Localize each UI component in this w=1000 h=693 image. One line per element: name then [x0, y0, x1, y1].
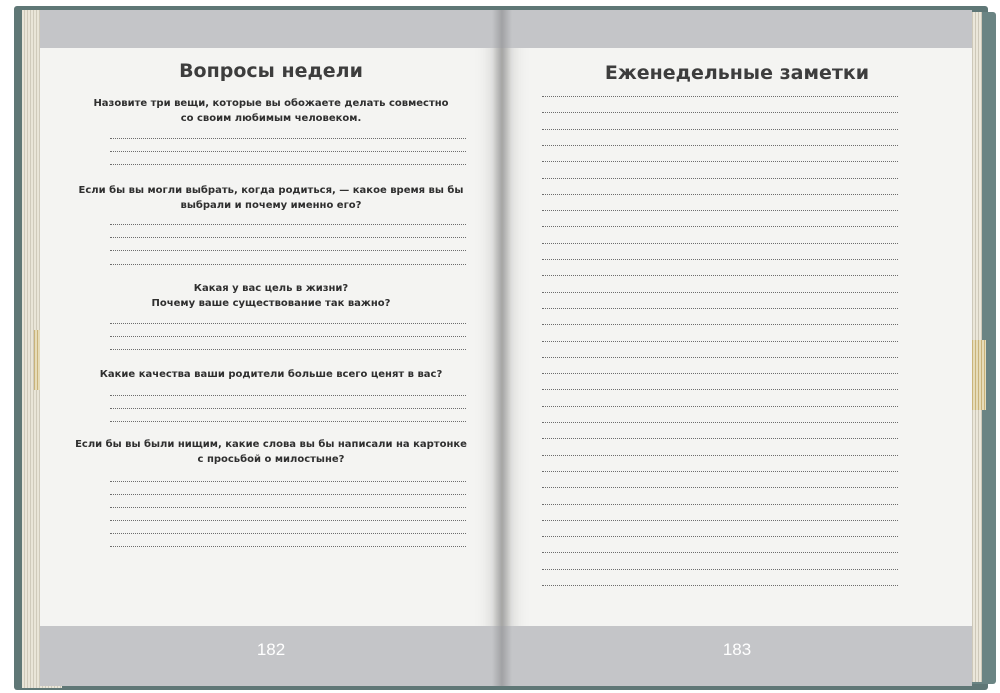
notes-line[interactable] [542, 210, 898, 211]
question-3-line-1: Какая у вас цель в жизни? [193, 283, 349, 294]
answer-line[interactable] [110, 336, 466, 337]
answer-line[interactable] [110, 395, 466, 396]
answer-line[interactable] [110, 323, 466, 324]
notes-line[interactable] [542, 389, 898, 390]
notes-line[interactable] [542, 585, 898, 586]
left-page [40, 10, 502, 686]
notes-line[interactable] [542, 145, 898, 146]
question-3-line-2: Почему ваше существование так важно? [151, 298, 391, 309]
answer-line[interactable] [110, 533, 466, 534]
notes-line[interactable] [542, 520, 898, 521]
notes-line[interactable] [542, 357, 898, 358]
notes-line[interactable] [542, 226, 898, 227]
notes-line[interactable] [542, 373, 898, 374]
notes-line[interactable] [542, 552, 898, 553]
question-1 [60, 96, 482, 126]
answer-line[interactable] [110, 546, 466, 547]
notes-line[interactable] [542, 112, 898, 113]
notes-line[interactable] [542, 471, 898, 472]
question-5-line-2: с просьбой о милостыне? [197, 454, 345, 465]
notes-line[interactable] [542, 438, 898, 439]
notes-line[interactable] [542, 243, 898, 244]
notes-line[interactable] [542, 161, 898, 162]
page-number-right: 183 [722, 640, 752, 659]
question-5-line-1: Если бы вы были нищим, какие слова вы бы написали на картонке [75, 439, 467, 450]
question-2-line-1: Если бы вы могли выбрать, когда родиться, — какое время вы бы [78, 185, 464, 196]
notes-line[interactable] [542, 504, 898, 505]
notes-line[interactable] [542, 308, 898, 309]
question-4-line-1: Какие качества ваши родители больше всего ценят в вас? [99, 369, 443, 380]
right-page [502, 10, 972, 686]
notes-line[interactable] [542, 324, 898, 325]
answer-line[interactable] [110, 237, 466, 238]
left-top-band [40, 10, 502, 48]
answer-line[interactable] [110, 421, 466, 422]
notes-line[interactable] [542, 569, 898, 570]
question-2 [60, 183, 482, 213]
notes-line[interactable] [542, 292, 898, 293]
notes-line[interactable] [542, 406, 898, 407]
answer-line[interactable] [110, 349, 466, 350]
notes-line[interactable] [542, 259, 898, 260]
right-top-band [502, 10, 972, 48]
left-bottom-band [40, 626, 502, 686]
answer-line[interactable] [110, 520, 466, 521]
spine-shadow [492, 10, 512, 686]
notes-line[interactable] [542, 129, 898, 130]
right-bottom-band [502, 626, 972, 686]
notes-line[interactable] [542, 455, 898, 456]
page-number-left: 182 [256, 640, 286, 659]
answer-line[interactable] [110, 494, 466, 495]
notes-line[interactable] [542, 96, 898, 97]
gilded-edge-right [972, 340, 986, 410]
answer-line[interactable] [110, 151, 466, 152]
notes-line[interactable] [542, 275, 898, 276]
answer-line[interactable] [110, 138, 466, 139]
left-page-title: Вопросы недели [179, 60, 363, 82]
question-4 [60, 367, 482, 382]
notes-line[interactable] [542, 341, 898, 342]
notes-line[interactable] [542, 178, 898, 179]
notes-line[interactable] [542, 194, 898, 195]
answer-line[interactable] [110, 507, 466, 508]
notes-line[interactable] [542, 422, 898, 423]
notes-line[interactable] [542, 487, 898, 488]
answer-line[interactable] [110, 481, 466, 482]
right-page-title: Еженедельные заметки [604, 62, 870, 84]
answer-line[interactable] [110, 164, 466, 165]
question-1-line-2: со своим любимым человеком. [180, 113, 362, 124]
answer-line[interactable] [110, 408, 466, 409]
answer-line[interactable] [110, 264, 466, 265]
answer-line[interactable] [110, 250, 466, 251]
notes-line[interactable] [542, 536, 898, 537]
question-3 [60, 281, 482, 311]
answer-line[interactable] [110, 224, 466, 225]
question-5 [60, 437, 482, 467]
question-1-line-1: Назовите три вещи, которые вы обожаете делать совместно [93, 98, 449, 109]
question-2-line-2: выбрали и почему именно его? [180, 200, 362, 211]
